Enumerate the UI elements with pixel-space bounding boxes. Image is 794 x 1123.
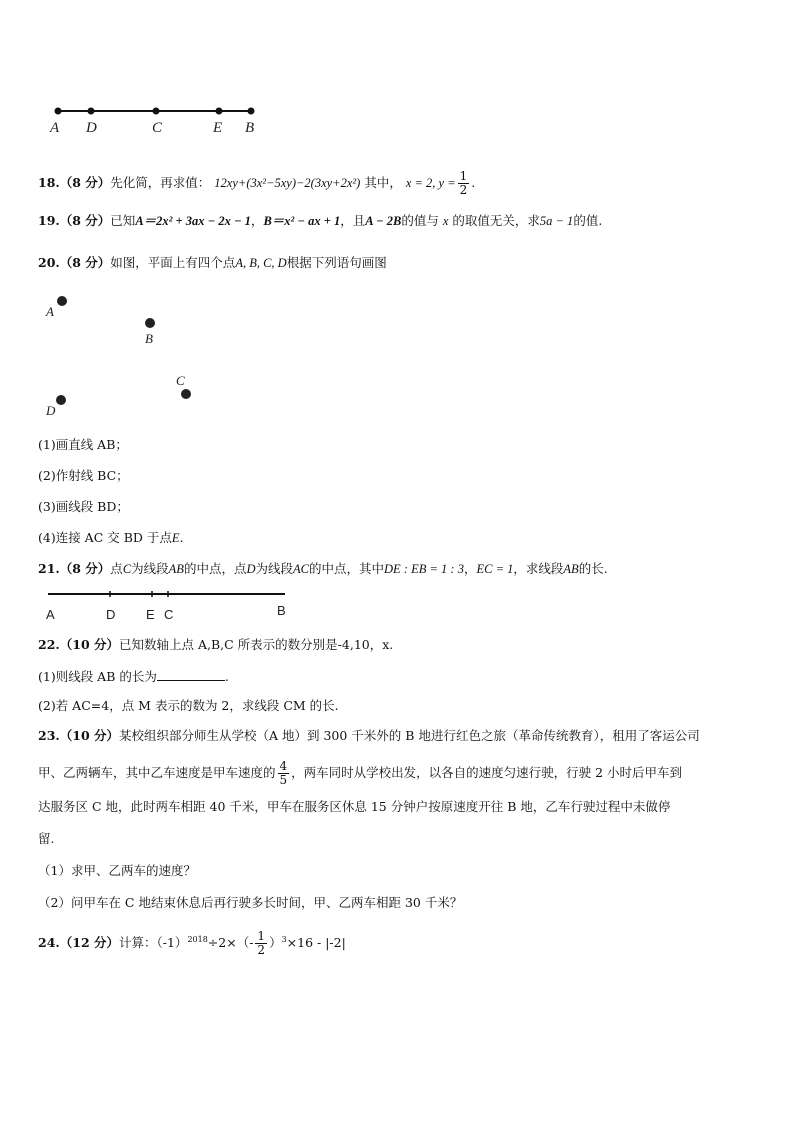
points-list: A, B, C, D — [235, 256, 287, 270]
question-text: 点 — [110, 561, 123, 576]
expression: 12xy+(3x²−5xy)−2(3xy+2x²) — [214, 176, 361, 190]
question-text: 的取值无关，求 — [452, 213, 540, 228]
point-label-d: D — [106, 607, 116, 622]
punctuation: ， — [250, 213, 264, 228]
question-text: 已知数轴上点 A,B,C 所表示的数分别是-4,10，x. — [119, 637, 394, 652]
question-23-line-1 — [38, 728, 700, 744]
question-text: 先化简，再求值： — [110, 175, 211, 190]
punctuation: . — [471, 175, 476, 190]
question-number: 19.（8 分） — [38, 213, 111, 228]
question-20 — [38, 255, 387, 271]
question-number: 20.（8 分） — [38, 255, 111, 270]
sub-item-text: (4)连接 AC 交 BD 于点 — [38, 530, 172, 545]
point-label-c: C — [176, 373, 185, 388]
segment-line — [40, 589, 290, 599]
question-text: 计算：（-1） — [119, 935, 188, 950]
ec-value: EC = 1 — [476, 562, 514, 576]
sub-item-3: (3)画线段 BD； — [38, 499, 129, 514]
exponent: 3 — [281, 934, 287, 944]
question-text: ，且 — [340, 213, 366, 228]
sub-item-1: (1)画直线 AB； — [38, 437, 128, 452]
punctuation: . — [179, 530, 184, 545]
question-text: 的中点，点 — [183, 561, 247, 576]
point-label-b: B — [245, 120, 255, 136]
question-text: 已知 — [110, 213, 136, 228]
point-label-a: A — [46, 304, 54, 319]
question-text: 的值与 — [401, 213, 439, 228]
question-23-line-3: 达服务区 C 地，此时两车相距 40 千米，甲车在服务区休息 15 分钟户按原速度开往 B 地，乙车行驶过程中未做停 — [38, 799, 671, 814]
sub-question-22-1 — [38, 668, 229, 685]
point-label-c: C — [164, 607, 174, 622]
punctuation: ） — [269, 935, 282, 950]
point-label-a: A — [46, 607, 55, 622]
question-text: 其中， — [364, 175, 402, 190]
expression-b: B＝x² − ax + 1 — [263, 214, 341, 228]
question-text: 的长. — [578, 561, 608, 576]
question-text: 的值. — [573, 213, 603, 228]
point-label-d: D — [46, 403, 56, 418]
sub-item-4 — [38, 530, 184, 546]
exponent: 2018 — [187, 934, 208, 944]
expression-target: 5a − 1 — [539, 214, 574, 228]
point-label-c: C — [152, 120, 163, 136]
fraction-four-fifths: $\frac{4}{5}$ — [279, 759, 288, 787]
segment-ab: AB — [563, 562, 579, 576]
question-text: 甲、乙两辆车，其中乙车速度是甲车速度的 — [38, 765, 276, 780]
question-text: ，求线段 — [513, 561, 564, 576]
point-label-b: B — [277, 603, 286, 618]
question-text: ÷2×（- — [207, 935, 254, 950]
segment-ac: AC — [293, 562, 309, 576]
punctuation: ， — [463, 561, 477, 576]
question-text: 为线段 — [255, 561, 294, 576]
segment-ab: AB — [168, 562, 184, 576]
point-label-a: A — [50, 120, 60, 136]
question-19 — [38, 213, 602, 229]
question-number: 24.（12 分） — [38, 935, 119, 950]
question-number: 22.（10 分） — [38, 637, 119, 652]
condition: x = 2, y = — [405, 176, 456, 190]
question-number: 23.（10 分） — [38, 728, 119, 743]
ratio: DE : EB = 1 : 3 — [384, 562, 464, 576]
question-text: ×16 - |-2| — [286, 935, 346, 950]
question-23-line-2 — [38, 760, 682, 787]
point-c — [181, 389, 191, 399]
sub-question-23-1: （1）求甲、乙两车的速度？ — [38, 863, 196, 878]
segment-line — [52, 104, 262, 118]
point-d — [56, 395, 66, 405]
point-label-b: B — [145, 331, 153, 346]
fraction-half: $\frac{1}{2}$ — [459, 169, 468, 197]
point-label-d: D — [86, 120, 97, 136]
answer-blank[interactable] — [157, 668, 225, 681]
expression-a: A＝2x² + 3ax − 2x − 1 — [135, 214, 251, 228]
fraction-half: $\frac{1}{2}$ — [257, 929, 266, 957]
question-24 — [38, 930, 346, 957]
question-number: 18.（8 分） — [38, 175, 111, 190]
variable-c: C — [122, 562, 132, 576]
point-label-e: E — [213, 120, 223, 136]
question-text: 为线段 — [131, 561, 169, 576]
question-22 — [38, 637, 393, 653]
variable-e: E — [171, 531, 180, 545]
question-text: 如图，平面上有四个点 — [110, 255, 236, 270]
variable-x: x — [442, 214, 449, 228]
expression-a-minus-2b: A − 2B — [365, 214, 402, 228]
question-21 — [38, 561, 608, 577]
question-text: 根据下列语句画图 — [286, 255, 387, 270]
question-text: 某校组织部分师生从学校（A 地）到 300 千米外的 B 地进行红色之旅（革命传统教育），租用了客运公司 — [119, 728, 700, 743]
question-23-line-4: 留. — [38, 831, 55, 846]
sub-question-text: (1)则线段 AB 的长为 — [38, 669, 157, 684]
sub-item-2: (2)作射线 BC； — [38, 468, 129, 483]
question-18 — [38, 170, 475, 197]
punctuation: . — [224, 669, 229, 684]
question-number: 21.（8 分） — [38, 561, 111, 576]
question-text: ，两车同时从学校出发，以各自的速度匀速行驶，行驶 2 小时后甲车到 — [291, 765, 683, 780]
question-text: 的中点，其中 — [309, 561, 385, 576]
sub-question-23-2: （2）问甲车在 C 地结束休息后再行驶多长时间，甲、乙两车相距 30 千米？ — [38, 895, 463, 910]
point-label-e: E — [146, 607, 155, 622]
sub-question-22-2: (2)若 AC=4，点 M 表示的数为 2，求线段 CM 的长. — [38, 698, 339, 713]
variable-d: D — [246, 562, 256, 576]
point-b — [145, 318, 155, 328]
point-a — [57, 296, 67, 306]
